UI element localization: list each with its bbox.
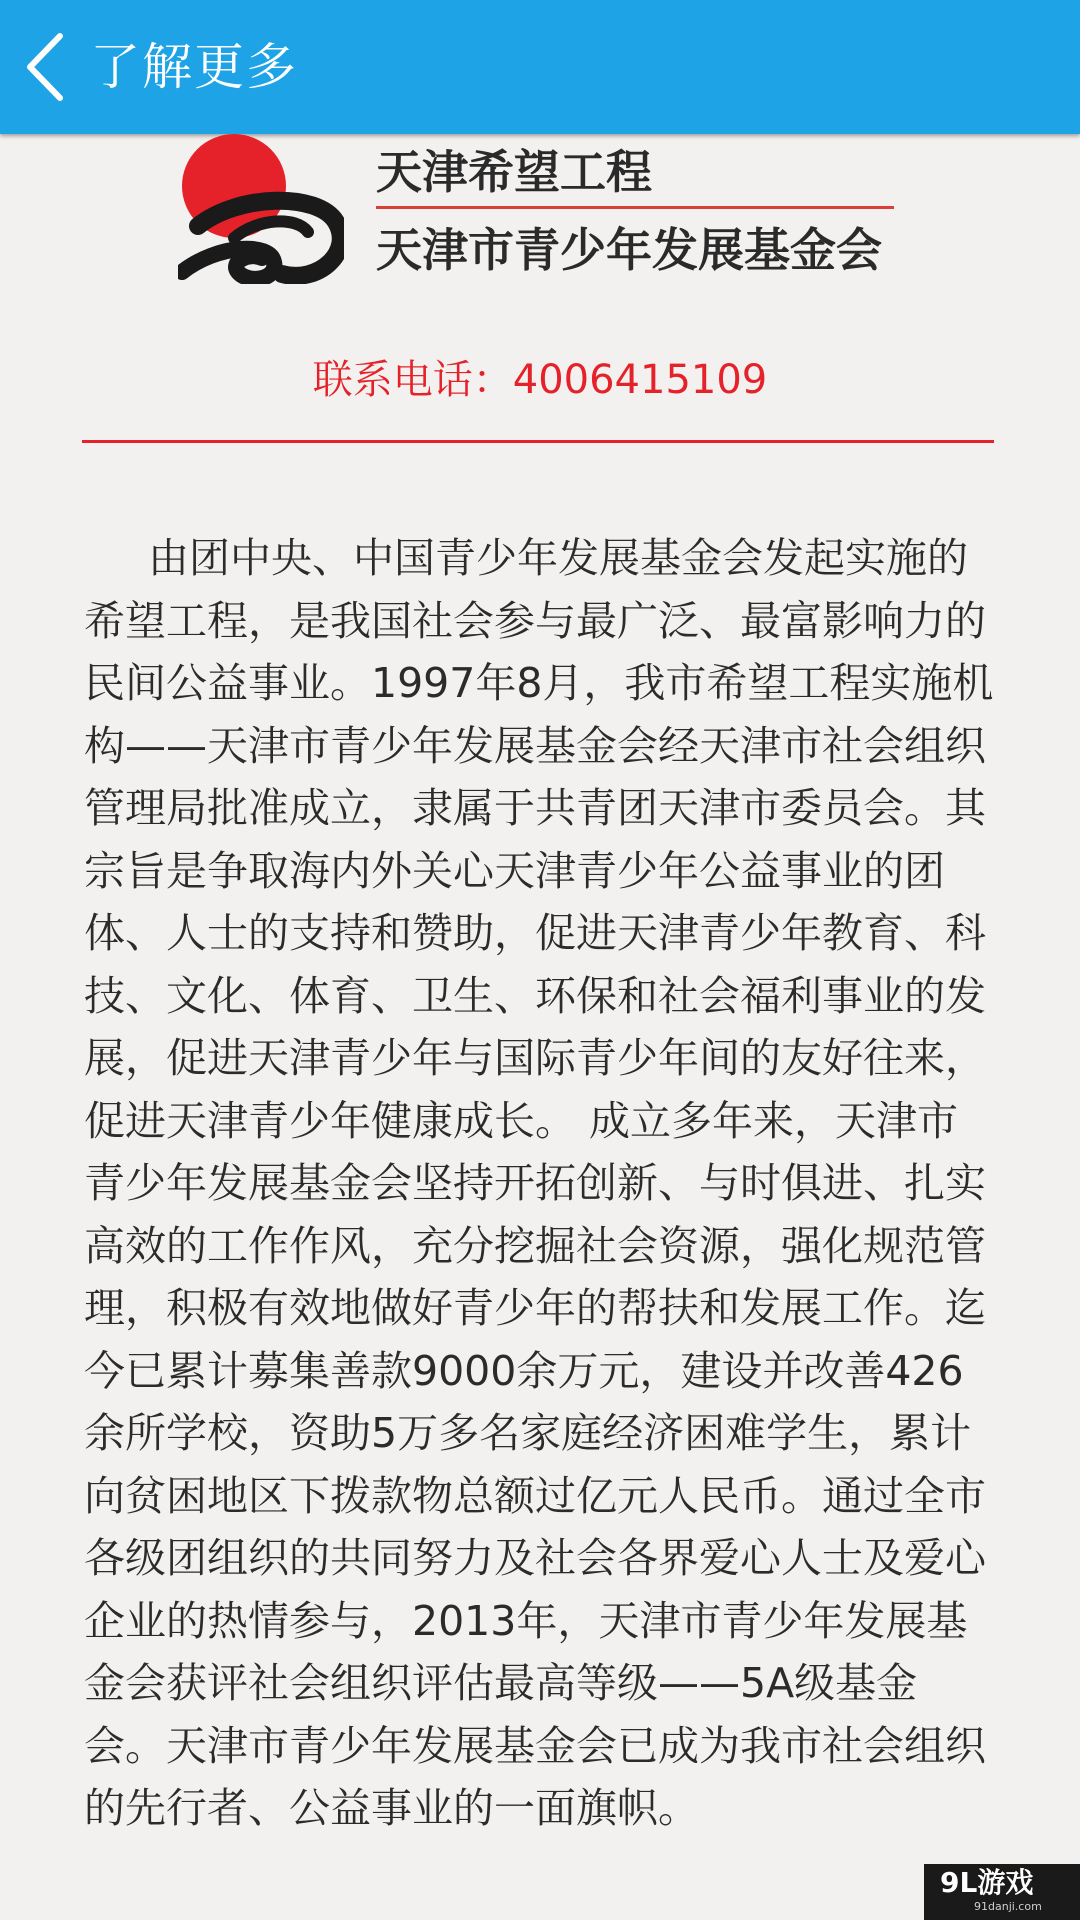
watermark-domain: 91danji.com [974,1900,1042,1913]
intro-paragraph: 由团中央、中国青少年发展基金会发起实施的希望工程，是我国社会参与最广泛、最富影响力的民间公益事业。1997年8月，我市希望工程实施机构——天津市青少年发展基金会经天津市社会组织管理局批准成立，隶属于共青团天津市委员会。其宗旨是争取海内外关心天津青少年公益事业的团体、人士的支持和赞助，促进天津青少年教育、科技、文化、体育、卫生、环保和社会福利事业的发展，促进天津青少年与国际青少年间的友好往来，促进天津青少年健康成长。 成立多年来，天津市青少年发展基金会坚持开拓创新、与时俱进、扎实高效的工作作风，充分挖掘社会资源，强化规范管理，积极有效地做好青少年的帮扶和发展工作。迄今已累计募集善款9000余万元，建设并改善426余所学校，资助5万多名家庭经济困难学生，累计向贫困地区下拨款物总额过亿元人民币。通过全市各级团组织的共同努力及社会各界爱心人士及爱心企业的热情参与，2013年，天津市青少年发展基金会获评社会组织评估最高等级——5A级基金会。天津市青少年发展基金会已成为我市社会组织的先行者、公益事业的一面旗帜。 [84,534,994,1832]
org-name-primary: 天津希望工程 [376,145,652,199]
org-name-divider [376,206,894,209]
section-divider [82,440,994,443]
back-button[interactable] [0,0,80,134]
page-title: 了解更多 [90,38,298,96]
org-header [0,134,1080,294]
app-bar [0,0,1080,134]
chevron-left-icon [22,32,66,102]
site-watermark [924,1864,1080,1920]
hope-project-logo-icon [178,134,344,284]
watermark-logo-text: 9L游戏 [940,1866,1034,1899]
org-name-secondary: 天津市青少年发展基金会 [376,223,882,277]
contact-phone[interactable]: 联系电话：4006415109 [312,357,768,403]
